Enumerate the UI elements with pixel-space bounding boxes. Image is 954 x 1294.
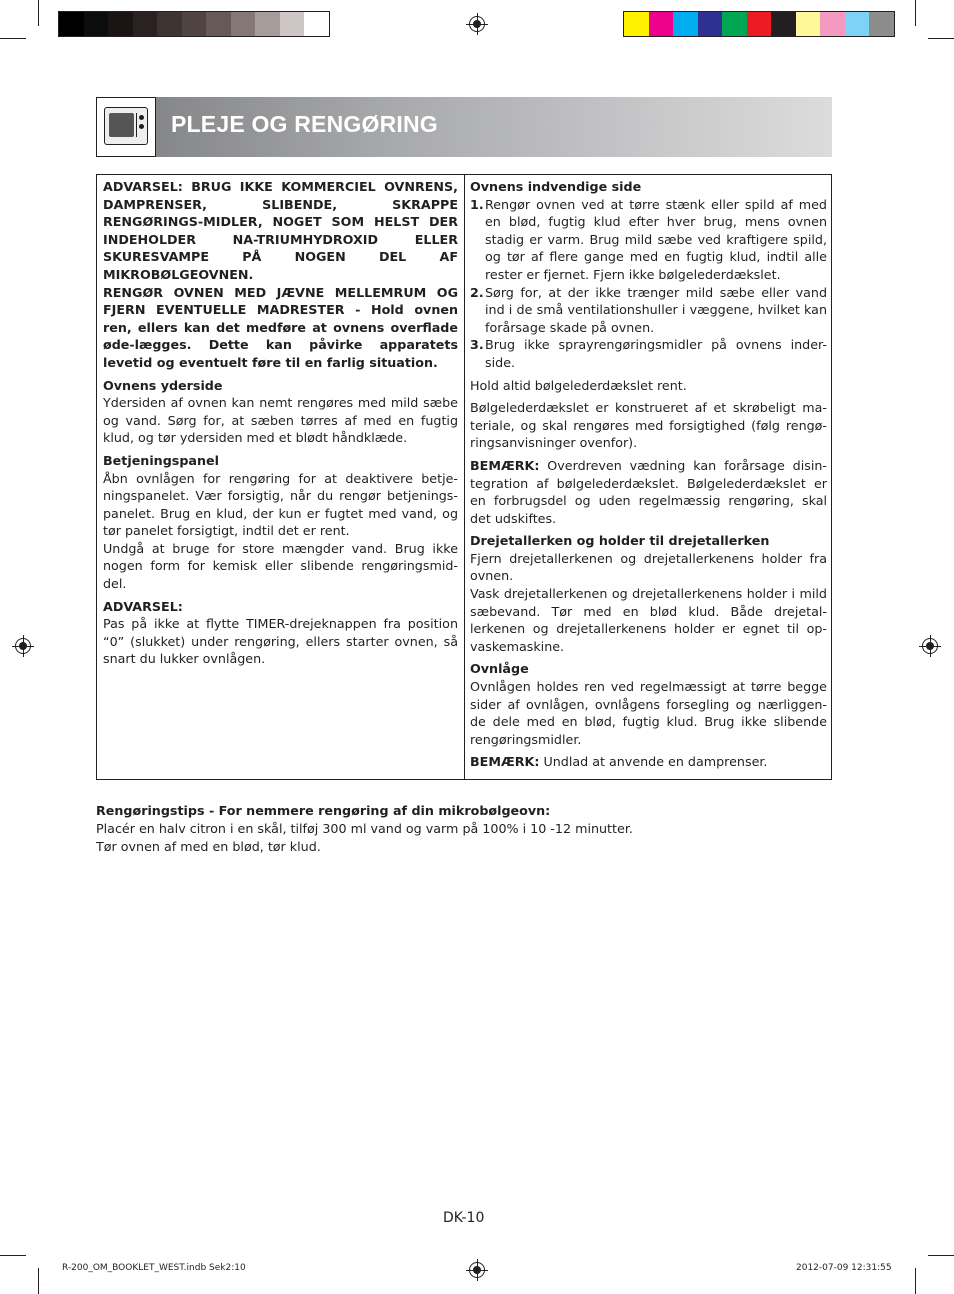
warning-clean-regularly: RENGØR OVNEN MED JÆVNE MELLEMRUM OG FJERN EVENTUELLE MADRESTER - Hold ovnen ren, ellers kan det medføre at ovnens overflade øde-lægges. Dette kan påvirke apparatets levetid og eventuelt føre til en farlig situation. bbox=[103, 284, 458, 370]
tips-line: Placér en halv citron i en skål, tilføj 300 ml vand og varm på 100% i 10 -12 minutter. bbox=[96, 821, 633, 836]
color-swatch bbox=[869, 12, 894, 36]
color-swatch bbox=[820, 12, 845, 36]
content-table bbox=[96, 174, 832, 780]
color-bar-cmyk bbox=[623, 11, 895, 37]
section-header bbox=[96, 97, 832, 157]
page-title: PLEJE OG RENGØRING bbox=[171, 111, 438, 137]
panel-heading: Betjeningspanel bbox=[103, 452, 219, 468]
cleaning-tips bbox=[96, 802, 832, 856]
list-item: 1. Rengør ovnen ved at tørre stænk eller spild af med en blød, fugtig klud efter hver brug, mens ovnen stadig er varm. Brug mild sæbe ved kraftigere spild, og tør af flere gange med en fugtig klud, indtil alle rester er fjernet. Fjern ikke bølgelederdækslet. bbox=[470, 196, 827, 282]
inside-heading: Ovnens indvendige side bbox=[470, 179, 642, 194]
color-swatch bbox=[747, 12, 772, 36]
warning-heading: ADVARSEL: bbox=[103, 598, 183, 614]
color-swatch bbox=[845, 12, 870, 36]
left-column bbox=[97, 175, 465, 779]
door-text: Ovnlågen holdes ren ved regelmæssigt at tørre begge sider af ovnlågen, ovnlågens forsegling og nærliggen-de dele med en blød, fugtig klud. Brug ikke slibende rengøringsmidler. bbox=[470, 679, 827, 747]
color-swatch bbox=[722, 12, 747, 36]
page-number: DK-10 bbox=[443, 1210, 485, 1226]
keep-clean-text: Hold altid bølgelederdækslet rent. bbox=[470, 377, 687, 393]
outside-heading: Ovnens yderside bbox=[103, 377, 223, 393]
outside-text: Ydersiden af ovnen kan nemt rengøres med mild sæbe og vand. Sørg for, at sæben tørres af med en fugtig klud, og tør ydersiden med et blødt håndklæde. bbox=[103, 395, 458, 446]
color-swatch bbox=[84, 12, 109, 36]
footer-file-info: R-200_OM_BOOKLET_WEST.indb Sek2:10 bbox=[62, 1263, 246, 1273]
color-swatch bbox=[649, 12, 674, 36]
registration-mark-icon bbox=[469, 1262, 485, 1278]
cover-text: Bølgelederdækslet er konstrueret af et skrøbeligt ma-teriale, og skal rengøres med forsigtighed (følg rengø-ringsanvisninger ovenfor). bbox=[470, 400, 827, 451]
panel-text: Åbn ovnlågen for rengøring for at deaktivere betje-ningspanelet. Vær forsigtig, når du rengør betjenings-panelet. Brug en klud, der kun er fugtet med vand, og tør panelet forsigtigt, indtil det er rent. bbox=[103, 470, 458, 539]
list-item: 2. Sørg for, at der ikke trænger mild sæbe eller vand ind i de små ventilationshuller i væggene, hvilket kan forårsage skade på ovnen. bbox=[470, 284, 827, 335]
color-swatch bbox=[182, 12, 207, 36]
microwave-icon bbox=[96, 97, 156, 157]
color-swatch bbox=[673, 12, 698, 36]
panel-text: Undgå at bruge for store mængder vand. Brug ikke nogen form for kemisk eller slibende rengøringsmid-del. bbox=[103, 540, 458, 592]
color-swatch bbox=[255, 12, 280, 36]
color-swatch bbox=[624, 12, 649, 36]
turntable-text: Fjern drejetallerkenen og drejetallerkenens holder fra ovnen. bbox=[470, 550, 827, 584]
registration-mark-icon bbox=[15, 638, 31, 654]
color-swatch bbox=[59, 12, 84, 36]
list-item: 3. Brug ikke sprayrengøringsmidler på ovnens inder-side. bbox=[470, 337, 827, 370]
color-swatch bbox=[231, 12, 256, 36]
color-swatch bbox=[698, 12, 723, 36]
color-swatch bbox=[280, 12, 305, 36]
color-swatch bbox=[771, 12, 796, 36]
color-swatch bbox=[304, 12, 329, 36]
registration-mark-icon bbox=[469, 16, 485, 32]
warning-text: Pas på ikke at flytte TIMER-drejeknappen fra position “0” (slukket) under rengøring, ellers starter ovnen, så snart du lukker ovnlågen. bbox=[103, 616, 458, 667]
note-steam-cleaner: BEMÆRK: Undlad at anvende en damprenser. bbox=[470, 754, 768, 770]
tips-line: Tør ovnen af med en blød, tør klud. bbox=[96, 839, 321, 854]
color-swatch bbox=[157, 12, 182, 36]
right-column bbox=[465, 175, 831, 779]
note-overwetting: BEMÆRK: Overdreven vædning kan forårsage disin-tegration af bølgelederdækslet. Bølgelederdækslet er en forbrugsdel og uden regelmæssig rengøring, skal det udskiftes. bbox=[470, 457, 827, 526]
tips-heading: Rengøringstips - For nemmere rengøring af din mikrobølgeovn: bbox=[96, 803, 551, 818]
turntable-heading: Drejetallerken og holder til drejetallerken bbox=[470, 533, 770, 549]
registration-mark-icon bbox=[922, 638, 938, 654]
color-swatch bbox=[108, 12, 133, 36]
color-swatch bbox=[206, 12, 231, 36]
door-heading: Ovnlåge bbox=[470, 661, 529, 677]
turntable-text: Vask drejetallerkenen og drejetallerkenens holder i mild sæbevand. Tør med en blød klud. Både drejetal-lerkenen og drejetallerkenens holder er egnet til op-vaskemaskine. bbox=[470, 586, 827, 654]
color-swatch bbox=[796, 12, 821, 36]
inside-steps bbox=[470, 196, 827, 372]
footer-timestamp: 2012-07-09 12:31:55 bbox=[796, 1263, 892, 1273]
color-swatch bbox=[133, 12, 158, 36]
warning-commercial-cleaners: ADVARSEL: BRUG IKKE KOMMERCIEL OVNRENS, DAMPRENSER, SLIBENDE, SKRAPPE RENGØRINGS-MIDLER, NOGET SOM HELST DER INDEHOLDER NA-TRIUMHYDROXID ELLER SKURESVAMPE PÅ NOGEN DEL AF MIKROBØLGEOVNEN. bbox=[103, 179, 458, 282]
color-bar-grayscale bbox=[58, 11, 330, 37]
